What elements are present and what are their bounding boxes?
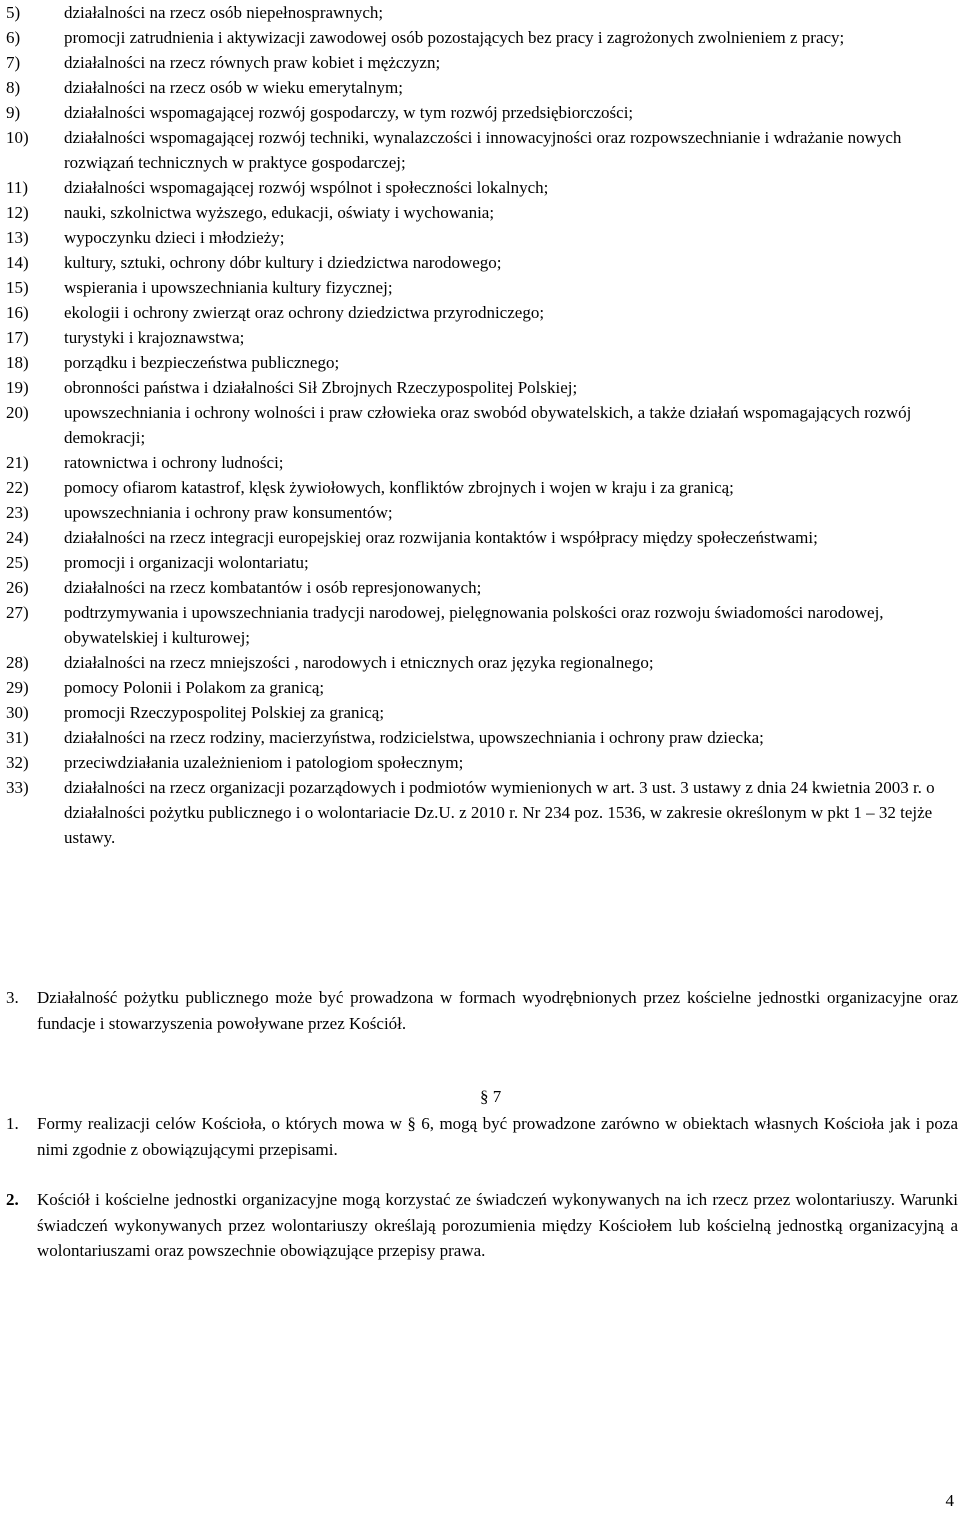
list-item: [6, 700, 951, 725]
page-number: 4: [945, 1491, 954, 1510]
list-item-text: działalności na rzecz mniejszości , narodowych i etnicznych oraz języka regionalnego;: [64, 653, 654, 672]
list-item-text: promocji Rzeczypospolitej Polskiej za granicą;: [64, 703, 385, 722]
list-item-text: pomocy Polonii i Polakom za granicą;: [64, 678, 325, 697]
list-item-number: 29): [6, 678, 29, 697]
list-item: [6, 600, 951, 650]
list-item-number: 33): [6, 778, 29, 797]
list-item: [6, 75, 951, 100]
list-item-number: 25): [6, 553, 29, 572]
list-item-text: działalności na rzecz integracji europejskiej oraz rozwijania kontaktów i współpracy między społeczeństwami;: [64, 528, 818, 547]
list-item-number: 13): [6, 228, 29, 247]
list-item: [6, 650, 951, 675]
list-item-number: 18): [6, 353, 29, 372]
enumerated-list: [6, 0, 951, 850]
list-item: [6, 575, 951, 600]
list-item: [6, 525, 951, 550]
list-item-number: 17): [6, 328, 29, 347]
section-heading: [480, 1084, 501, 1109]
list-item-number: 21): [6, 453, 29, 472]
list-item-text: działalności wspomagającej rozwój wspólnot i społeczności lokalnych;: [64, 178, 549, 197]
list-item-number: 23): [6, 503, 29, 522]
list-item-number: 5): [6, 3, 21, 22]
list-item-number: 27): [6, 603, 29, 622]
list-item-text: działalności wspomagającej rozwój techniki, wynalazczości i innowacyjności oraz rozpowszechnianie i wdrażanie nowych rozwiązań technicznych w praktyce gospodarczej;: [64, 128, 902, 172]
list-item-number: 10): [6, 128, 29, 147]
list-item-number: 6): [6, 28, 21, 47]
list-item-text: porządku i bezpieczeństwa publicznego;: [64, 353, 340, 372]
list-item-text: wspierania i upowszechniania kultury fizycznej;: [64, 278, 393, 297]
list-item: [6, 25, 951, 50]
list-item: [6, 325, 951, 350]
list-item-number: 28): [6, 653, 29, 672]
paragraph-s7-1: [6, 1111, 958, 1162]
list-item-text: obronności państwa i działalności Sił Zbrojnych Rzeczypospolitej Polskiej;: [64, 378, 578, 397]
paragraph-text: Działalność pożytku publicznego może być prowadzona w formach wyodrębnionych przez kościelne jednostki organizacyjne oraz fundacje i stowarzyszenia powoływane przez Kościół.: [37, 988, 958, 1033]
list-item: [6, 100, 951, 125]
paragraph-text: Kościół i kościelne jednostki organizacyjne mogą korzystać ze świadczeń wykonywanych na ich rzecz przez wolontariuszy. Warunki świadczeń wykonywanych przez wolontariuszy określają porozumienia między Kościołem lub kościelną jednostką organizacyjną a wolontariuszami oraz powszechnie obowiązujące przepisy prawa.: [37, 1190, 958, 1260]
list-item-text: promocji zatrudnienia i aktywizacji zawodowej osób pozostających bez pracy i zagrożonych zwolnieniem z pracy;: [64, 28, 845, 47]
list-item-text: nauki, szkolnictwa wyższego, edukacji, oświaty i wychowania;: [64, 203, 495, 222]
list-item-number: 11): [6, 178, 29, 197]
list-item-number: 15): [6, 278, 29, 297]
list-item-text: kultury, sztuki, ochrony dóbr kultury i dziedzictwa narodowego;: [64, 253, 502, 272]
list-item-number: 9): [6, 103, 21, 122]
list-item-text: pomocy ofiarom katastrof, klęsk żywiołowych, konfliktów zbrojnych i wojen w kraju i za granicą;: [64, 478, 734, 497]
list-item-text: upowszechniania i ochrony praw konsumentów;: [64, 503, 393, 522]
list-item-text: wypoczynku dzieci i młodzieży;: [64, 228, 285, 247]
list-item-number: 12): [6, 203, 29, 222]
list-item: [6, 300, 951, 325]
list-item-text: działalności na rzecz równych praw kobiet i mężczyzn;: [64, 53, 441, 72]
paragraph-text: Formy realizacji celów Kościoła, o których mowa w § 6, mogą być prowadzone zarówno w obiektach własnych Kościoła jak i poza nimi zgodnie z obowiązującymi przepisami.: [37, 1114, 958, 1159]
list-item-number: 32): [6, 753, 29, 772]
paragraph-s7-2: [6, 1187, 958, 1264]
list-item: [6, 375, 951, 400]
list-item-number: 24): [6, 528, 29, 547]
list-item-number: 31): [6, 728, 29, 747]
list-item-number: 8): [6, 78, 21, 97]
list-item-text: działalności wspomagającej rozwój gospodarczy, w tym rozwój przedsiębiorczości;: [64, 103, 634, 122]
list-item: [6, 750, 951, 775]
list-item-text: podtrzymywania i upowszechniania tradycji narodowej, pielęgnowania polskości oraz rozwoju świadomości narodowej, obywatelskiej i kulturowej;: [64, 603, 884, 647]
list-item: [6, 250, 951, 275]
list-item: [6, 275, 951, 300]
list-item-number: 20): [6, 403, 29, 422]
list-item: [6, 225, 951, 250]
list-item-text: działalności na rzecz organizacji pozarządowych i podmiotów wymienionych w art. 3 ust. 3 ustawy z dnia 24 kwietnia 2003 r. o działalności pożytku publicznego i o wolontariacie Dz.U. z 2010 r. Nr 234 poz. 1536, w zakresie określonym w pkt 1 – 32 tejże ustawy.: [64, 778, 935, 847]
list-item: [6, 200, 951, 225]
list-item-text: promocji i organizacji wolontariatu;: [64, 553, 309, 572]
list-item: [6, 500, 951, 525]
list-item-text: ratownictwa i ochrony ludności;: [64, 453, 284, 472]
list-item: [6, 350, 951, 375]
section-mark: §: [480, 1087, 489, 1106]
list-item: [6, 725, 951, 750]
list-item-number: 16): [6, 303, 29, 322]
list-item: [6, 0, 951, 25]
list-item: [6, 50, 951, 75]
list-item: [6, 450, 951, 475]
list-item-number: 22): [6, 478, 29, 497]
list-item-text: przeciwdziałania uzależnieniom i patologiom społecznym;: [64, 753, 464, 772]
list-item: [6, 550, 951, 575]
section-number: 7: [492, 1087, 502, 1106]
list-item: [6, 475, 951, 500]
paragraph-3: [6, 985, 958, 1036]
list-item: [6, 775, 951, 850]
list-item: [6, 400, 951, 450]
list-item-text: upowszechniania i ochrony wolności i praw człowieka oraz swobód obywatelskich, a także działań wspomagających rozwój demokracji;: [64, 403, 912, 447]
list-item-text: działalności na rzecz kombatantów i osób represjonowanych;: [64, 578, 482, 597]
list-item: [6, 675, 951, 700]
list-item-number: 26): [6, 578, 29, 597]
paragraph-number: 1.: [6, 1114, 19, 1133]
list-item-text: działalności na rzecz osób niepełnosprawnych;: [64, 3, 384, 22]
list-item-text: turystyki i krajoznawstwa;: [64, 328, 245, 347]
list-item-number: 19): [6, 378, 29, 397]
list-item: [6, 125, 951, 175]
list-item-text: ekologii i ochrony zwierząt oraz ochrony dziedzictwa przyrodniczego;: [64, 303, 545, 322]
list-item-number: 14): [6, 253, 29, 272]
list-item-text: działalności na rzecz osób w wieku emerytalnym;: [64, 78, 403, 97]
list-item: [6, 175, 951, 200]
list-item-number: 7): [6, 53, 21, 72]
paragraph-number: 2.: [6, 1190, 19, 1209]
list-item-text: działalności na rzecz rodziny, macierzyństwa, rodzicielstwa, upowszechniania i ochrony praw dziecka;: [64, 728, 764, 747]
paragraph-number: 3.: [6, 988, 19, 1007]
list-item-number: 30): [6, 703, 29, 722]
